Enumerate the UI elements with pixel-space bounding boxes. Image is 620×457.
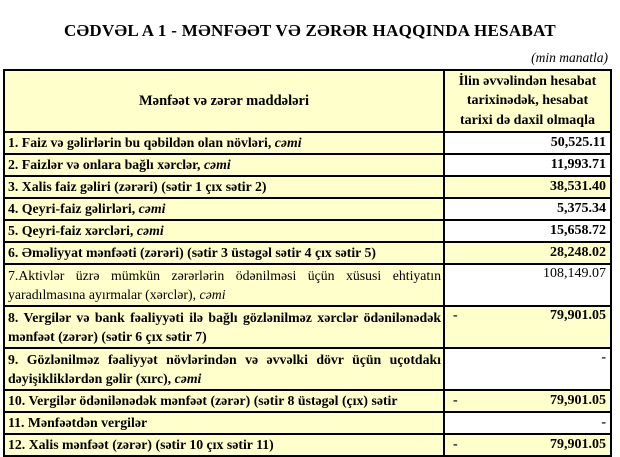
row-value bbox=[444, 306, 611, 348]
row-value bbox=[444, 220, 611, 242]
row-amount: 108,149.07 bbox=[543, 266, 606, 281]
table-row bbox=[4, 390, 611, 412]
table-row bbox=[4, 198, 611, 220]
row-value bbox=[444, 242, 611, 264]
row-value bbox=[444, 348, 611, 390]
row-label bbox=[4, 434, 444, 456]
table-row bbox=[4, 242, 611, 264]
row-label-italic: cəmi bbox=[138, 201, 166, 217]
row-value bbox=[444, 198, 611, 220]
row-label-text: 4. Qeyri-faiz gəlirləri, bbox=[8, 201, 139, 217]
row-label-text: 9. Gözlənilməz fəaliyyət növlərindən və əvvəlki dövr üçün uçotdakı dəyişikliklərdən gəlir (xırc), bbox=[8, 352, 441, 387]
row-label-text: 5. Qeyri-faiz xərcləri, bbox=[8, 223, 137, 239]
row-label-italic: cəmi bbox=[136, 223, 164, 239]
row-value bbox=[444, 132, 611, 154]
row-label-text: 3. Xalis faiz gəliri (zərəri) (sətir 1 çıx sətir 2) bbox=[8, 179, 267, 195]
table-row bbox=[4, 154, 611, 176]
negative-sign: - bbox=[453, 437, 458, 452]
row-value bbox=[444, 434, 611, 456]
row-value bbox=[444, 154, 611, 176]
row-amount: 11,993.71 bbox=[550, 157, 606, 172]
row-label-text: 11. Mənfəətdən vergilər bbox=[8, 415, 148, 431]
row-label-text: 8. Vergilər və bank fəaliyyəti ilə bağlı gözlənilməz xərclər ödənilənədək mənfəət (zərər) (sətir 6 çıx sətir 7) bbox=[8, 310, 441, 345]
row-label bbox=[4, 198, 444, 220]
table-header-row bbox=[4, 70, 611, 132]
row-label-text: 1. Faiz və gəlirlərin bu qəbildən olan növləri, bbox=[8, 135, 275, 151]
row-label bbox=[4, 412, 444, 434]
row-amount: 79,901.05 bbox=[550, 308, 606, 323]
row-amount: 38,531.40 bbox=[550, 179, 606, 194]
table-row bbox=[4, 264, 611, 306]
units-note: (min manatla) bbox=[531, 50, 608, 65]
row-label bbox=[4, 220, 444, 242]
table-row bbox=[4, 220, 611, 242]
table-row bbox=[4, 176, 611, 198]
row-label bbox=[4, 242, 444, 264]
row-value bbox=[444, 176, 611, 198]
row-label-text: 7.Aktivlər üzrə mümkün zərərlərin ödənilməsi üçün xüsusi ehtiyatın yaradılmasına ayırmalar (xərclər), bbox=[8, 268, 441, 303]
row-label-text: 6. Əməliyyat mənfəəti (zərəri) (sətir 3 üstəgəl sətir 4 çıx sətir 5) bbox=[8, 245, 376, 261]
row-amount: - bbox=[601, 415, 606, 430]
row-value bbox=[444, 412, 611, 434]
pnl-table bbox=[3, 69, 612, 457]
row-amount: 50,525.11 bbox=[550, 135, 606, 150]
row-label bbox=[4, 132, 444, 154]
negative-sign: - bbox=[453, 393, 458, 408]
table-row bbox=[4, 412, 611, 434]
report-title: CƏDVƏL A 1 - MƏNFƏƏT VƏ ZƏRƏR HAQQINDA HESABAT bbox=[63, 21, 557, 40]
table-row bbox=[4, 348, 611, 390]
row-label bbox=[4, 154, 444, 176]
table-row bbox=[4, 132, 611, 154]
row-amount: 79,901.05 bbox=[550, 437, 606, 452]
row-label-italic: cəmi bbox=[203, 157, 231, 173]
row-label-italic: cəmi bbox=[174, 371, 202, 387]
row-label bbox=[4, 306, 444, 348]
row-label-text: 10. Vergilər ödənilənədək mənfəət (zərər) (sətir 8 üstəgəl (çıx) sətir bbox=[8, 393, 398, 409]
table-row bbox=[4, 306, 611, 348]
row-amount: 5,375.34 bbox=[557, 201, 606, 216]
row-amount: 28,248.02 bbox=[550, 245, 606, 260]
row-label-text: 12. Xalis mənfəət (zərər) (sətir 10 çıx sətir 11) bbox=[8, 437, 274, 453]
negative-sign: - bbox=[453, 308, 458, 323]
row-label bbox=[4, 264, 444, 306]
row-label bbox=[4, 390, 444, 412]
row-label-italic: cəmi bbox=[274, 135, 302, 151]
row-amount: 15,658.72 bbox=[550, 223, 606, 238]
row-label-text: 2. Faizlər və onlara bağlı xərclər, bbox=[8, 157, 204, 173]
row-amount: - bbox=[601, 350, 606, 365]
row-value bbox=[444, 390, 611, 412]
column-header-period: İlin əvvəlindən hesabat tarixinədək, hesabat tarixi də daxil olmaqla bbox=[444, 70, 611, 132]
row-label-italic: cəmi bbox=[199, 287, 226, 303]
row-label bbox=[4, 348, 444, 390]
row-amount: 79,901.05 bbox=[550, 393, 606, 408]
row-label bbox=[4, 176, 444, 198]
column-header-items: Mənfəət və zərər maddələri bbox=[4, 70, 444, 132]
table-row bbox=[4, 434, 611, 456]
row-value bbox=[444, 264, 611, 306]
